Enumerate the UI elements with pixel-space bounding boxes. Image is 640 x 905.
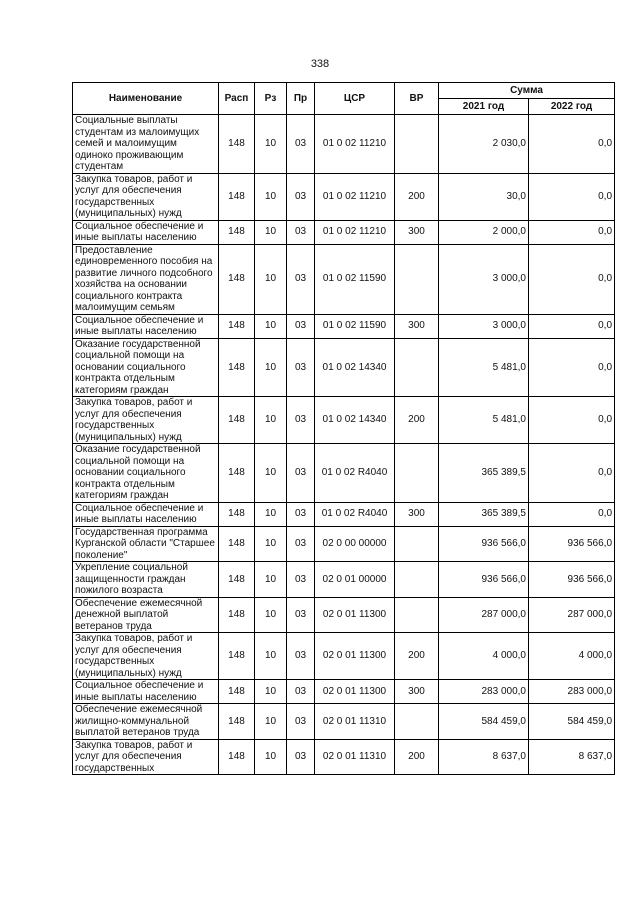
cell-rasp: 148	[219, 444, 255, 503]
header-csr: ЦСР	[315, 83, 395, 115]
cell-csr: 02 0 01 11300	[315, 597, 395, 633]
cell-name: Закупка товаров, работ и услуг для обеспечения государственных (муниципальных) нужд	[73, 397, 219, 444]
cell-name: Социальные выплаты студентам из малоимущих семей и малоимущим одиноко проживающим студентам	[73, 115, 219, 174]
cell-pr: 03	[287, 115, 315, 174]
cell-sum-2021: 3 000,0	[439, 244, 529, 314]
cell-name: Закупка товаров, работ и услуг для обеспечения государственных (муниципальных) нужд	[73, 633, 219, 680]
cell-sum-2021: 3 000,0	[439, 314, 529, 338]
cell-sum-2022: 0,0	[529, 502, 615, 526]
cell-name: Обеспечение ежемесячной денежной выплатой ветеранов труда	[73, 597, 219, 633]
cell-rz: 10	[255, 397, 287, 444]
budget-table	[72, 82, 615, 775]
cell-sum-2021: 2 000,0	[439, 220, 529, 244]
cell-sum-2022: 936 566,0	[529, 526, 615, 562]
cell-csr: 01 0 02 R4040	[315, 444, 395, 503]
cell-sum-2022: 0,0	[529, 314, 615, 338]
cell-name: Государственная программа Курганской области "Старшее поколение"	[73, 526, 219, 562]
cell-vr	[395, 526, 439, 562]
cell-name: Социальное обеспечение и иные выплаты населению	[73, 680, 219, 704]
table-row	[73, 444, 615, 503]
cell-vr	[395, 597, 439, 633]
cell-rasp: 148	[219, 739, 255, 775]
cell-rasp: 148	[219, 314, 255, 338]
header-pr: Пр	[287, 83, 315, 115]
cell-rasp: 148	[219, 597, 255, 633]
cell-pr: 03	[287, 444, 315, 503]
cell-csr: 02 0 01 00000	[315, 562, 395, 598]
cell-rz: 10	[255, 526, 287, 562]
cell-sum-2022: 283 000,0	[529, 680, 615, 704]
cell-csr: 01 0 02 11590	[315, 314, 395, 338]
cell-rasp: 148	[219, 338, 255, 397]
cell-pr: 03	[287, 704, 315, 740]
cell-csr: 01 0 02 11590	[315, 244, 395, 314]
cell-sum-2022: 0,0	[529, 220, 615, 244]
cell-rasp: 148	[219, 220, 255, 244]
cell-name: Укрепление социальной защищенности граждан пожилого возраста	[73, 562, 219, 598]
cell-csr: 02 0 00 00000	[315, 526, 395, 562]
header-rasp: Расп	[219, 83, 255, 115]
cell-sum-2021: 5 481,0	[439, 338, 529, 397]
header-name: Наименование	[73, 83, 219, 115]
cell-rz: 10	[255, 597, 287, 633]
cell-csr: 01 0 02 14340	[315, 397, 395, 444]
cell-vr: 200	[395, 397, 439, 444]
cell-rz: 10	[255, 115, 287, 174]
table-header	[73, 83, 615, 115]
table-row	[73, 526, 615, 562]
cell-sum-2022: 0,0	[529, 397, 615, 444]
cell-vr	[395, 704, 439, 740]
cell-name: Оказание государственной социальной помощи на основании социального контракта отдельным категориям граждан	[73, 338, 219, 397]
cell-rasp: 148	[219, 244, 255, 314]
cell-sum-2021: 283 000,0	[439, 680, 529, 704]
cell-name: Закупка товаров, работ и услуг для обеспечения государственных	[73, 739, 219, 775]
cell-sum-2022: 0,0	[529, 173, 615, 220]
cell-name: Обеспечение ежемесячной жилищно-коммунальной выплатой ветеранов труда	[73, 704, 219, 740]
cell-rasp: 148	[219, 526, 255, 562]
cell-rasp: 148	[219, 680, 255, 704]
header-rz: Рз	[255, 83, 287, 115]
cell-name: Предоставление единовременного пособия на развитие личного подсобного хозяйства на основании социального контракта малоимущим семьям	[73, 244, 219, 314]
cell-rz: 10	[255, 220, 287, 244]
table-row	[73, 338, 615, 397]
cell-sum-2021: 2 030,0	[439, 115, 529, 174]
cell-rz: 10	[255, 244, 287, 314]
cell-sum-2021: 365 389,5	[439, 502, 529, 526]
header-vr: ВР	[395, 83, 439, 115]
cell-vr: 200	[395, 739, 439, 775]
cell-rasp: 148	[219, 704, 255, 740]
cell-sum-2022: 584 459,0	[529, 704, 615, 740]
cell-pr: 03	[287, 739, 315, 775]
cell-name: Оказание государственной социальной помощи на основании социального контракта отдельным категориям граждан	[73, 444, 219, 503]
header-year-2021: 2021 год	[439, 99, 529, 115]
cell-pr: 03	[287, 597, 315, 633]
cell-rasp: 148	[219, 115, 255, 174]
cell-pr: 03	[287, 562, 315, 598]
table-row	[73, 502, 615, 526]
cell-rz: 10	[255, 502, 287, 526]
cell-pr: 03	[287, 314, 315, 338]
cell-pr: 03	[287, 220, 315, 244]
cell-pr: 03	[287, 680, 315, 704]
cell-vr: 200	[395, 173, 439, 220]
cell-sum-2022: 0,0	[529, 444, 615, 503]
table-row	[73, 739, 615, 775]
cell-sum-2021: 4 000,0	[439, 633, 529, 680]
table-row	[73, 633, 615, 680]
cell-rz: 10	[255, 680, 287, 704]
header-sum: Сумма	[439, 83, 615, 99]
cell-csr: 01 0 02 11210	[315, 220, 395, 244]
cell-sum-2021: 8 637,0	[439, 739, 529, 775]
table-row	[73, 397, 615, 444]
cell-rz: 10	[255, 173, 287, 220]
cell-rz: 10	[255, 338, 287, 397]
cell-pr: 03	[287, 397, 315, 444]
cell-vr	[395, 444, 439, 503]
cell-vr: 300	[395, 502, 439, 526]
cell-pr: 03	[287, 502, 315, 526]
header-year-2022: 2022 год	[529, 99, 615, 115]
cell-pr: 03	[287, 244, 315, 314]
cell-pr: 03	[287, 526, 315, 562]
cell-vr: 300	[395, 680, 439, 704]
table-row	[73, 680, 615, 704]
cell-sum-2022: 287 000,0	[529, 597, 615, 633]
table-row	[73, 597, 615, 633]
cell-rasp: 148	[219, 173, 255, 220]
page-number: 338	[310, 58, 330, 70]
cell-sum-2022: 0,0	[529, 244, 615, 314]
cell-pr: 03	[287, 633, 315, 680]
cell-rasp: 148	[219, 397, 255, 444]
cell-vr: 300	[395, 220, 439, 244]
table-row	[73, 244, 615, 314]
cell-csr: 02 0 01 11310	[315, 739, 395, 775]
cell-vr: 300	[395, 314, 439, 338]
cell-sum-2022: 8 637,0	[529, 739, 615, 775]
cell-name: Социальное обеспечение и иные выплаты населению	[73, 314, 219, 338]
cell-sum-2022: 0,0	[529, 115, 615, 174]
cell-csr: 01 0 02 11210	[315, 173, 395, 220]
table-body	[73, 115, 615, 775]
cell-rasp: 148	[219, 562, 255, 598]
cell-rz: 10	[255, 314, 287, 338]
cell-vr	[395, 338, 439, 397]
cell-sum-2022: 0,0	[529, 338, 615, 397]
table-row	[73, 220, 615, 244]
cell-sum-2022: 936 566,0	[529, 562, 615, 598]
cell-sum-2021: 936 566,0	[439, 526, 529, 562]
cell-sum-2021: 365 389,5	[439, 444, 529, 503]
cell-rasp: 148	[219, 633, 255, 680]
cell-sum-2021: 5 481,0	[439, 397, 529, 444]
cell-csr: 01 0 02 11210	[315, 115, 395, 174]
cell-sum-2021: 287 000,0	[439, 597, 529, 633]
table-row	[73, 115, 615, 174]
table-row	[73, 173, 615, 220]
cell-csr: 02 0 01 11300	[315, 633, 395, 680]
cell-csr: 02 0 01 11300	[315, 680, 395, 704]
cell-vr: 200	[395, 633, 439, 680]
cell-pr: 03	[287, 173, 315, 220]
cell-name: Социальное обеспечение и иные выплаты населению	[73, 502, 219, 526]
cell-vr	[395, 562, 439, 598]
cell-rz: 10	[255, 739, 287, 775]
cell-name: Социальное обеспечение и иные выплаты населению	[73, 220, 219, 244]
cell-csr: 01 0 02 14340	[315, 338, 395, 397]
table-row	[73, 704, 615, 740]
cell-rz: 10	[255, 444, 287, 503]
cell-sum-2021: 30,0	[439, 173, 529, 220]
cell-sum-2021: 936 566,0	[439, 562, 529, 598]
table-row	[73, 562, 615, 598]
cell-rz: 10	[255, 704, 287, 740]
table-row	[73, 314, 615, 338]
cell-vr	[395, 244, 439, 314]
cell-name: Закупка товаров, работ и услуг для обеспечения государственных (муниципальных) нужд	[73, 173, 219, 220]
cell-csr: 02 0 01 11310	[315, 704, 395, 740]
cell-rasp: 148	[219, 502, 255, 526]
cell-csr: 01 0 02 R4040	[315, 502, 395, 526]
cell-vr	[395, 115, 439, 174]
cell-rz: 10	[255, 633, 287, 680]
cell-rz: 10	[255, 562, 287, 598]
cell-sum-2022: 4 000,0	[529, 633, 615, 680]
cell-pr: 03	[287, 338, 315, 397]
cell-sum-2021: 584 459,0	[439, 704, 529, 740]
